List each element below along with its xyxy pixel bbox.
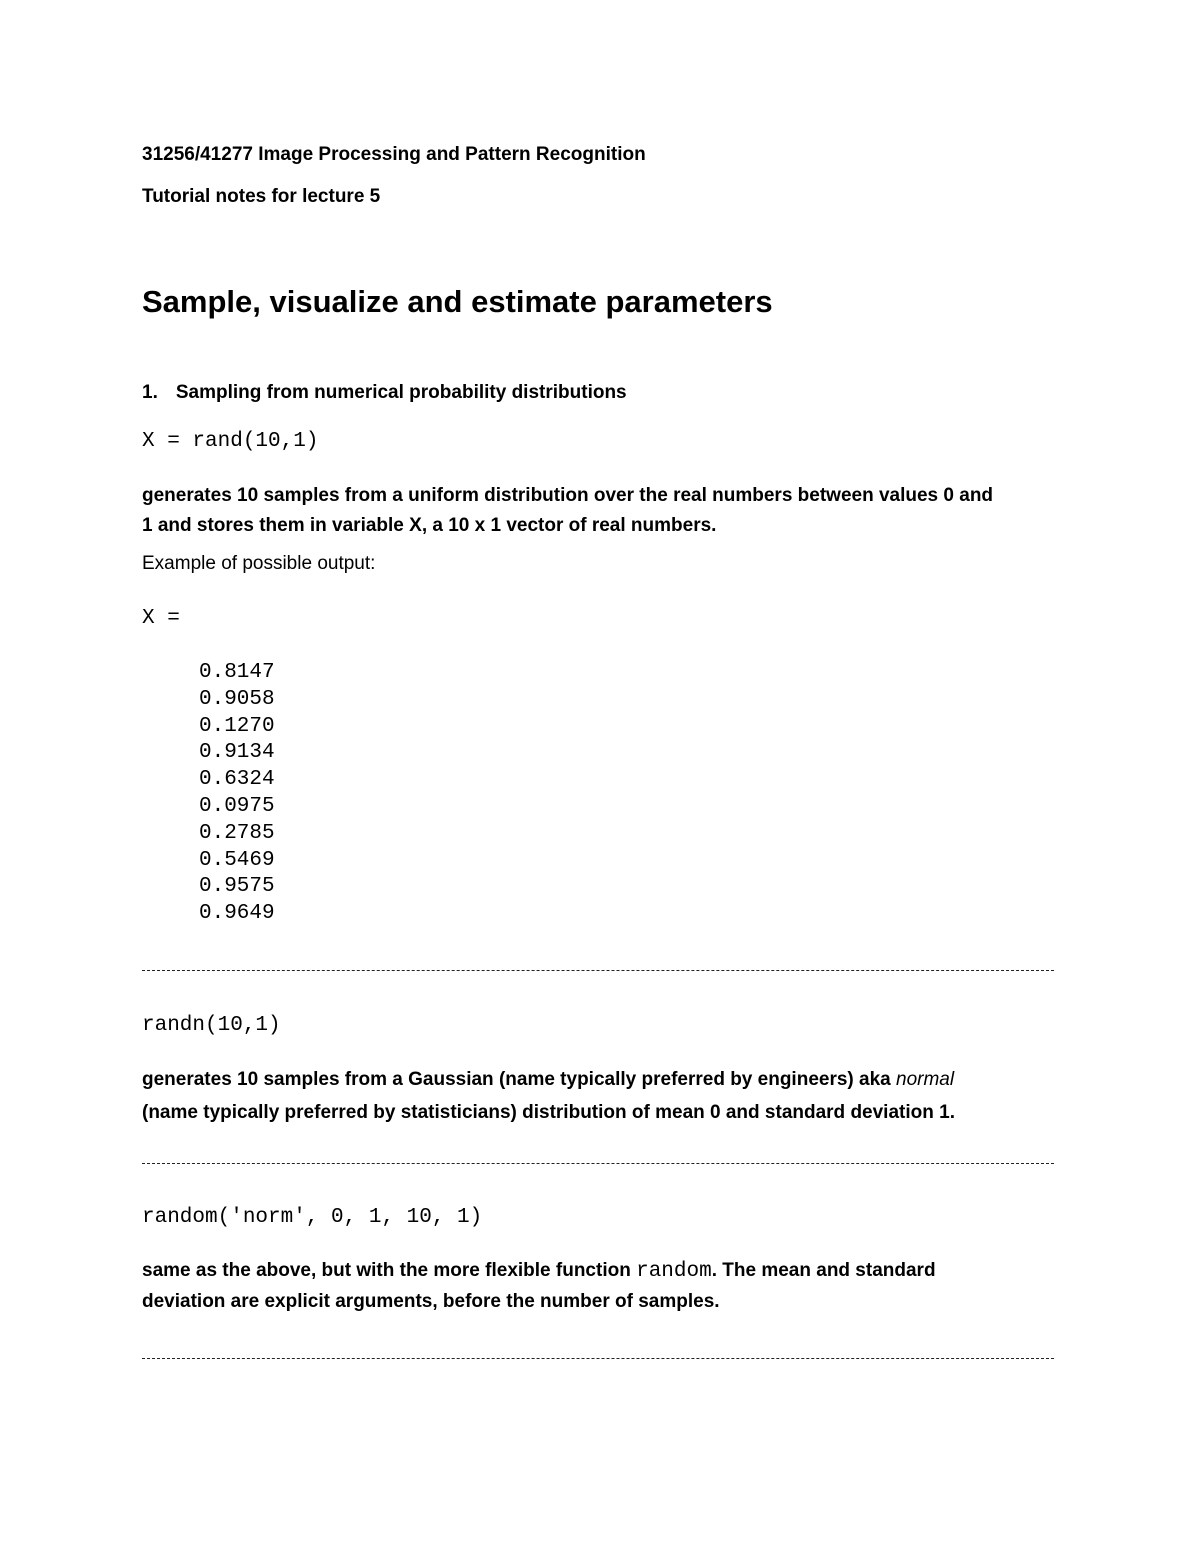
output-value: 0.9058 [199,687,275,711]
section-number: 1. [142,382,158,403]
section-heading-text: Sampling from numerical probability distributions [175,382,627,403]
output-value: 0.2785 [199,821,275,845]
randn-description-line1 [142,1063,954,1096]
dashed-divider [142,1358,1054,1359]
dashed-divider [142,970,1054,971]
output-value: 0.1270 [199,714,275,738]
tutorial-subtitle: Tutorial notes for lecture 5 [142,186,381,207]
random-description-line2: deviation are explicit arguments, before the number of samples. [142,1291,720,1312]
rand-description-line1: generates 10 samples from a uniform distribution over the real numbers between values 0 and [142,485,994,506]
output-value: 0.9134 [199,741,275,765]
output-value: 0.5469 [199,848,275,872]
rand-description-line2: 1 and stores them in variable X, a 10 x 1 vector of real numbers. [142,515,717,536]
output-values-list [199,660,275,928]
output-value: 0.9575 [199,875,275,899]
random-description-text-end: . The mean and standard [711,1260,936,1281]
randn-description-line2: (name typically preferred by statisticians) distribution of mean 0 and standard deviation 1. [142,1102,955,1123]
example-label: Example of possible output: [142,553,376,574]
random-description-text: same as the above, but with the more flexible function [142,1260,637,1281]
code-rand: X = rand(10,1) [142,430,319,453]
output-value: 0.0975 [199,794,275,818]
randn-description-text: generates 10 samples from a Gaussian (name typically preferred by engineers) aka [142,1069,896,1090]
section-heading [142,382,627,404]
dashed-divider [142,1163,1054,1164]
code-random: random('norm', 0, 1, 10, 1) [142,1206,483,1229]
course-title: 31256/41277 Image Processing and Pattern Recognition [142,144,646,165]
output-variable: X = [142,607,180,630]
code-randn: randn(10,1) [142,1014,281,1037]
output-value: 0.6324 [199,768,275,792]
random-inline-code: random [636,1260,712,1283]
normal-emphasis: normal [896,1069,955,1090]
page-title: Sample, visualize and estimate parameters [142,284,773,319]
output-value: 0.8147 [199,661,275,684]
random-description-line1 [142,1256,936,1287]
output-value: 0.9649 [199,902,275,926]
